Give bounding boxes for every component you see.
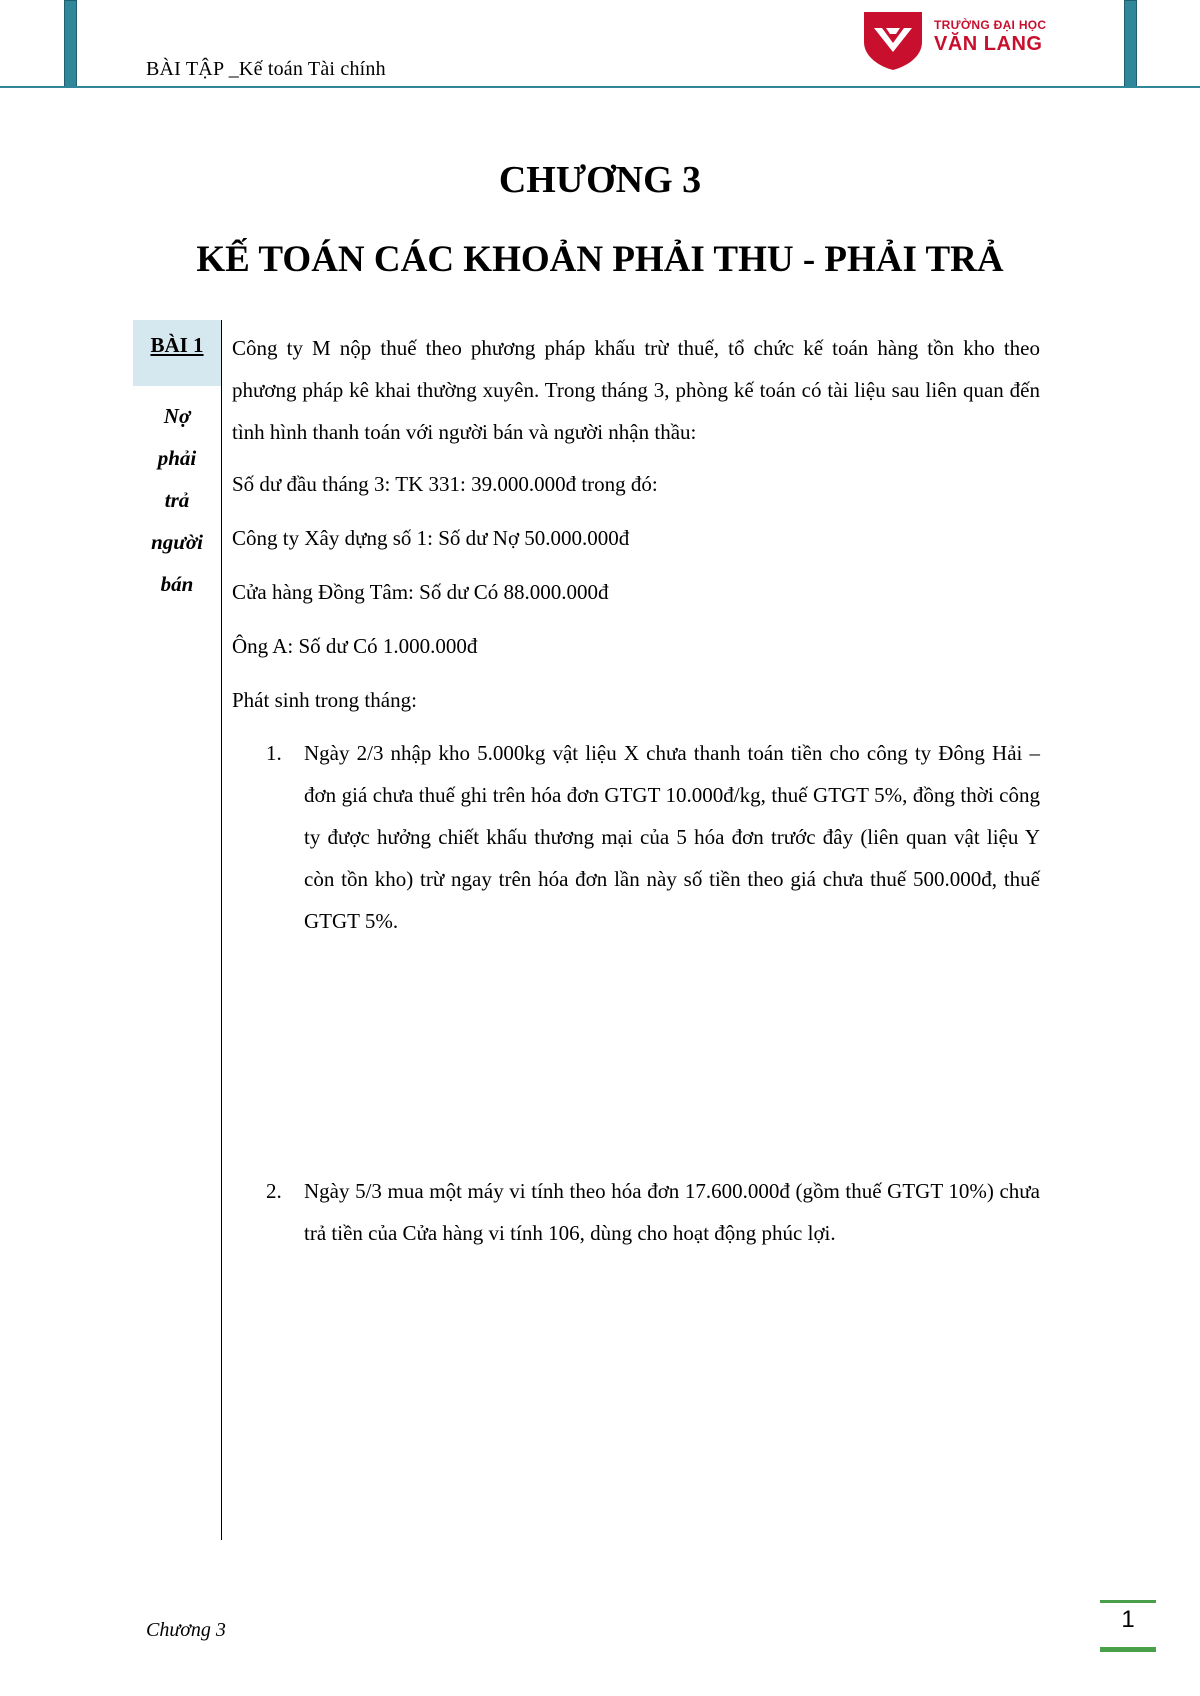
header-rule [0,86,1200,88]
topic-word: trả [164,488,190,512]
balance-line: Công ty Xây dựng số 1: Số dư Nợ 50.000.000đ [232,526,630,550]
header-doc-label: BÀI TẬP _Kế toán Tài chính [146,58,386,80]
page-number-rule-bottom [1100,1647,1156,1652]
transaction-text: Ngày 5/3 mua một máy vi tính theo hóa đơn 17.600.000đ (gồm thuế GTGT 10%) chưa trả tiền của Cửa hàng vi tính 106, dùng cho hoạt động phúc lợi. [304,1179,1040,1245]
transaction-number: 1. [266,741,282,765]
page-number-rule-top [1100,1600,1156,1603]
topic-word: Nợ [163,404,191,428]
university-logo [860,6,1080,72]
exercise-intro: Công ty M nộp thuế theo phương pháp khấu trừ thuế, tổ chức kế toán hàng tồn kho theo phương pháp kê khai thường xuyên. Trong tháng 3, phòng kế toán có tài liệu sau liên quan đến tình hình thanh toán với người bán và người nhận thầu: [232,336,1040,444]
logo-text-line1: TRƯỜNG ĐẠI HỌC [934,18,1047,32]
footer-chapter-label: Chương 3 [146,1619,226,1641]
chapter-number: CHƯƠNG 3 [498,159,702,201]
topic-word: phải [157,446,197,470]
logo-text-line2: VĂN LANG [934,33,1043,55]
logo-shield-icon [860,6,926,72]
opening-balance: Số dư đầu tháng 3: TK 331: 39.000.000đ trong đó: [232,472,658,496]
topic-word: bán [160,572,194,596]
transactions-heading: Phát sinh trong tháng: [232,688,417,712]
exercise-topic [133,395,221,605]
chapter-title: KẾ TOÁN CÁC KHOẢN PHẢI THU - PHẢI TRẢ [196,239,1004,280]
balance-line: Ông A: Số dư Có 1.000.000đ [232,634,478,658]
transaction-number: 2. [266,1179,282,1203]
exercise-label: BÀI 1 [150,333,204,357]
topic-word: người [151,530,203,554]
header-left-bar [64,0,77,88]
header-right-bar [1124,0,1137,88]
column-divider [221,320,222,1540]
page-number: 1 [1121,1606,1135,1633]
transaction-text: Ngày 2/3 nhập kho 5.000kg vật liệu X chưa thanh toán tiền cho công ty Đông Hải – đơn giá chưa thuế ghi trên hóa đơn GTGT 10.000đ/kg, thuế GTGT 5%, đồng thời công ty được hưởng chiết khấu thương mại của 5 hóa đơn trước đây (liên quan vật liệu Y còn tồn kho) trừ ngay trên hóa đơn lần này số tiền theo giá chưa thuế 500.000đ, thuế GTGT 5%. [304,741,1040,933]
balance-line: Cửa hàng Đồng Tâm: Số dư Có 88.000.000đ [232,580,609,604]
